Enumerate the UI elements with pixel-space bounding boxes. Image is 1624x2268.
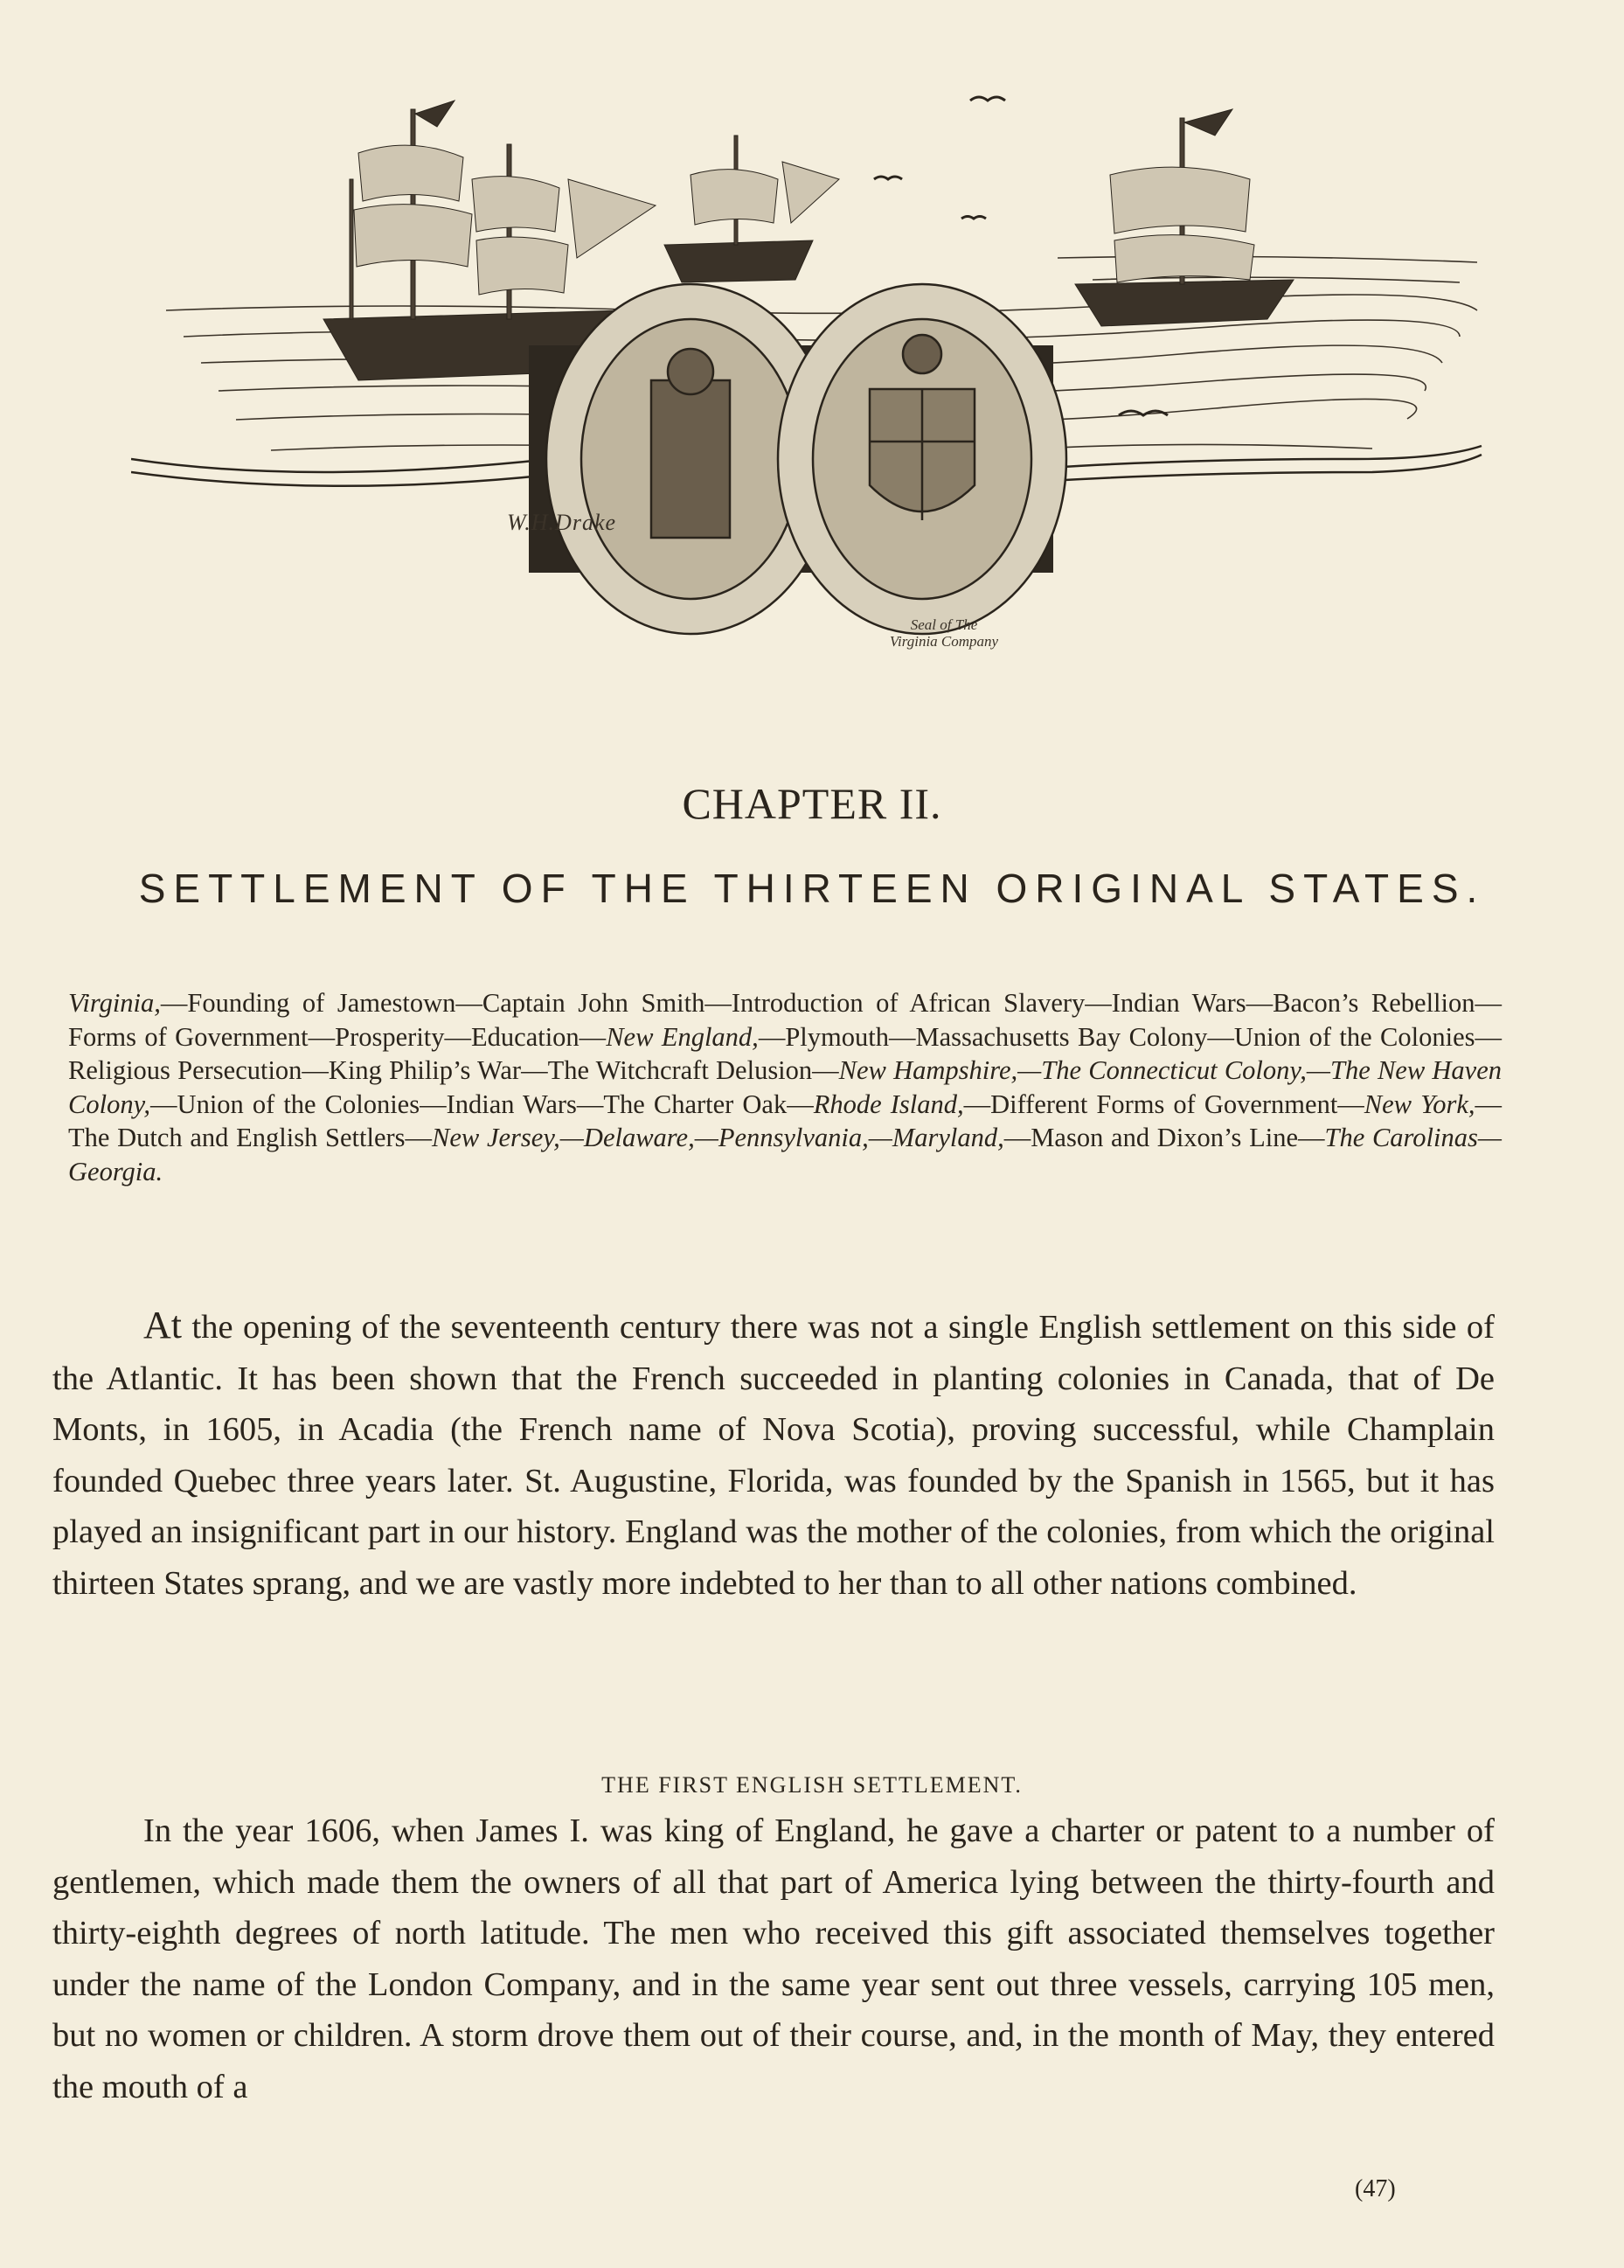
synopsis-segment: —Union of the Colonies—Indian Wars—The Charter Oak— (150, 1089, 814, 1119)
seal-caption-line-1: Seal of The (910, 616, 978, 633)
synopsis-segment: —Plymouth—Massachusetts Bay Colony—Union of the Colonies—Religious Persecution—King Philip’s War—The Witchcraft Delusion— (68, 1021, 1502, 1085)
synopsis-segment: —Different Forms of Government— (963, 1089, 1364, 1119)
paragraph-1-text: the opening of the seventeenth century there was not a single English settlement on this side of the Atlantic. It has been shown that the French succeeded in planting colonies in Canada, that of De Monts, in 1605, in Acadia (the French name of Nova Scotia), proving successful, while Champlain founded Quebec three years later. St. Augustine, Florida, was founded by the Spanish in 1565, but it has played an insignificant part in our history. England was the mother of the colonies, from which the original thirteen States sprang, and we are vastly more indebted to her than to all other nations combined. (52, 1309, 1495, 1602)
paragraph-1-lead-word: At (143, 1304, 182, 1346)
seal-right (778, 284, 1066, 634)
synopsis-segment: The Carolinas—Georgia. (68, 1123, 1502, 1186)
ships-and-seal-engraving (131, 48, 1503, 643)
synopsis-segment: New York, (1364, 1089, 1475, 1119)
chapter-synopsis (68, 986, 1502, 1188)
ship-right (1075, 109, 1294, 326)
chapter-heading: SETTLEMENT OF THE THIRTEEN ORIGINAL STATES. (138, 866, 1486, 911)
synopsis-segment: —The Dutch and English Settlers— (68, 1089, 1503, 1152)
synopsis-segment: New Hampshire,—The Connecticut Colony,—The New Haven Colony, (68, 1055, 1502, 1119)
header-illustration (131, 48, 1503, 650)
chapter-title: CHAPTER II. (682, 779, 942, 828)
seal-caption (830, 616, 1058, 650)
paragraph-1 (52, 1300, 1495, 1609)
synopsis-segment: —Founding of Jamestown—Captain John Smith—Introduction of African Slavery—Indian Wars—Bacon’s Rebellion—Forms of Government—Prosperity—Education— (68, 988, 1502, 1052)
seal-caption-line-2: Virginia Company (889, 633, 999, 650)
synopsis-segment: Virginia, (68, 988, 161, 1018)
synopsis-segment: New England, (606, 1021, 759, 1052)
paragraph-2: In the year 1606, when James I. was king of England, he gave a charter or patent to a number of gentlemen, which made them the owners of all that part of America lying between the thirty-fourth and thirty-eighth degrees of north latitude. The men who received this gift associated themselves together under the name of the London Company, and in the same year sent out three vessels, carrying 105 men, but no women or children. A storm drove them out of their course, and, in the month of May, they entered the mouth of a (52, 1812, 1495, 2105)
page-number: (47) (1355, 2175, 1396, 2202)
synopsis-segment: New Jersey,—Delaware,—Pennsylvania,—Maryland, (432, 1123, 1004, 1152)
ship-middle (664, 136, 839, 282)
synopsis-segment: —Mason and Dixon’s Line— (1003, 1123, 1325, 1152)
artist-signature: W.H.Drake (507, 510, 617, 535)
synopsis-segment: Rhode Island, (813, 1089, 964, 1119)
section-heading: THE FIRST ENGLISH SETTLEMENT. (601, 1772, 1023, 1798)
